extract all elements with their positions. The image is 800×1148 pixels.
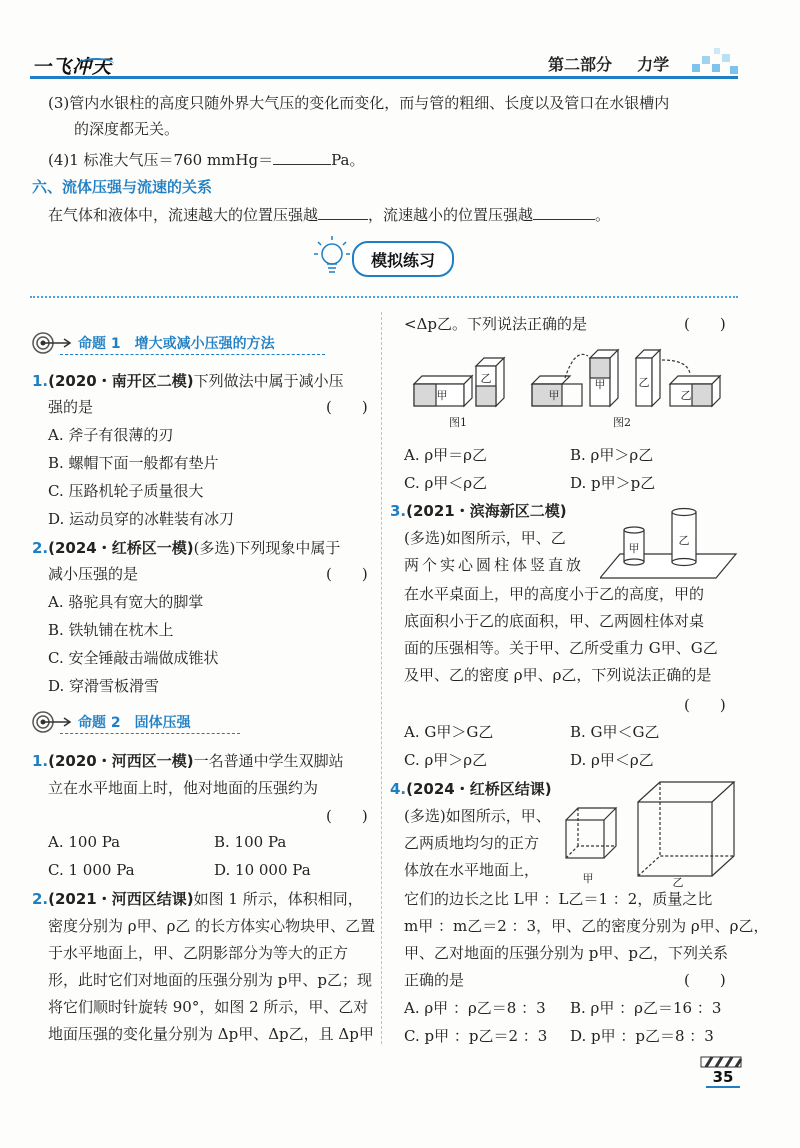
section-6-text xyxy=(48,204,610,226)
answer-blank[interactable] xyxy=(533,205,595,220)
question-number: 1. xyxy=(32,372,49,390)
answer-paren[interactable]: ( ) xyxy=(684,971,726,989)
q2-3-line-6: 及甲、乙的密度 ρ甲、ρ乙，下列说法正确的是 xyxy=(404,666,712,684)
option-c[interactable]: C. ρ甲＜ρ乙 xyxy=(404,474,488,492)
option-b[interactable]: B. G甲＜G乙 xyxy=(570,723,660,741)
banner-dotted-rule xyxy=(30,296,738,298)
page-number: 35 xyxy=(706,1068,740,1088)
q2-3-line-3: 在水平桌面上，甲的高度小于乙的高度，甲的 xyxy=(404,585,705,603)
cubes-figure xyxy=(560,776,740,888)
q2-2-line-1 xyxy=(32,888,363,910)
option-c[interactable]: C. 安全锤敲击端做成锥状 xyxy=(48,649,219,667)
column-divider xyxy=(381,312,382,1044)
answer-paren[interactable]: ( ) xyxy=(326,565,368,583)
logo: 一飞冲天 xyxy=(32,56,113,78)
q2-4-line-1: (多选)如图所示，甲、 xyxy=(404,807,551,825)
figure-label-yi: 乙 xyxy=(680,389,692,402)
figure-caption-2: 图2 xyxy=(613,416,631,429)
option-a[interactable]: A. 骆驼具有宽大的脚掌 xyxy=(48,593,204,611)
topic-2-header xyxy=(32,710,191,734)
target-icon xyxy=(32,710,72,734)
answer-paren[interactable]: ( ) xyxy=(326,398,368,416)
question-number: 2. xyxy=(32,539,49,557)
q2-4-line-7: 正确的是 xyxy=(404,971,465,989)
figure-label-yi: 乙 xyxy=(480,372,492,385)
section-6-text-a: 在气体和液体中，流速越大的位置压强越 xyxy=(48,206,319,224)
q2-3-line-1: (多选)如图所示，甲、乙 xyxy=(404,529,566,547)
option-a[interactable]: A. 100 Pa xyxy=(48,833,121,851)
answer-paren[interactable]: ( ) xyxy=(326,807,368,825)
question-source: (2024・红桥区一模) xyxy=(48,539,194,557)
q2-4-line-4: 它们的边长之比 L甲 ：L乙＝1 ：2，质量之比 xyxy=(404,890,713,908)
q2-2-line-6: 地面压强的变化量分别为 Δp甲、Δp乙，且 Δp甲 xyxy=(48,1025,374,1043)
question-number: 2. xyxy=(32,890,49,908)
question-text: 如图 1 所示，体积相同， xyxy=(193,890,363,908)
option-c[interactable]: C. 压路机轮子质量很大 xyxy=(48,482,204,500)
q1-2-line-2: 减小压强的是 xyxy=(48,565,139,583)
option-d[interactable]: D. 10 000 Pa xyxy=(214,861,311,879)
practice-banner-title: 模拟练习 xyxy=(370,250,435,270)
q2-3-line-0 xyxy=(390,500,567,522)
barrier-icon xyxy=(700,1055,742,1069)
lightbulb-icon xyxy=(312,232,354,282)
section-6-text-b: ，流速越小的位置压强越 xyxy=(368,206,534,224)
figure-label-yi: 乙 xyxy=(678,534,690,547)
header-subject: 力学 xyxy=(637,55,670,74)
question-source: (2021・河西区结课) xyxy=(48,890,194,908)
target-icon xyxy=(32,331,72,355)
answer-paren[interactable]: ( ) xyxy=(684,696,726,714)
option-b[interactable]: B. 螺帽下面一般都有垫片 xyxy=(48,454,219,472)
figure-label-jia: 甲 xyxy=(628,542,640,555)
question-text: (多选)下列现象中属于 xyxy=(193,539,341,557)
option-a[interactable]: A. ρ甲＝ρ乙 xyxy=(404,446,488,464)
question-source: (2020・河西区一模) xyxy=(48,752,194,770)
section-6-text-c: 。 xyxy=(595,206,611,224)
q2-4-line-2: 乙两质地均匀的正方 xyxy=(404,834,540,852)
figure-label-yi: 乙 xyxy=(672,876,684,888)
option-b[interactable]: B. 100 Pa xyxy=(214,833,287,851)
question-source: (2020・南开区二模) xyxy=(48,372,194,390)
section-6-title: 六、流体压强与流速的关系 xyxy=(32,178,213,196)
q2-2-continuation: <Δp乙。下列说法正确的是 xyxy=(404,315,588,333)
option-c[interactable]: C. p甲 ：p乙＝2 ：3 xyxy=(404,1027,548,1045)
option-b[interactable]: B. 铁轨铺在枕木上 xyxy=(48,621,174,639)
question-source: (2021・滨海新区二模) xyxy=(406,502,567,520)
intro-line-1: (3)管内水银柱的高度只随外界大气压的变化而变化，而与管的粗细、长度以及管口在水银槽内 xyxy=(48,94,670,112)
figure-label-yi: 乙 xyxy=(638,376,650,389)
q2-1-line-2: 立在水平地面上时，他对地面的压强约为 xyxy=(48,779,319,797)
q2-3-line-4: 底面积小于乙的底面积，甲、乙两圆柱体对桌 xyxy=(404,612,705,630)
q2-3-line-2: 两个实心圆柱体竖直放 xyxy=(404,556,585,574)
logo-swoosh xyxy=(78,58,114,70)
q2-4-line-0 xyxy=(390,778,552,800)
option-a[interactable]: A. 斧子有很薄的刃 xyxy=(48,426,174,444)
topic-2-label: 命题 2 固体压强 xyxy=(78,715,191,731)
answer-blank[interactable] xyxy=(318,205,368,220)
answer-blank[interactable] xyxy=(273,150,331,165)
cylinders-figure xyxy=(600,500,740,584)
page-number-badge xyxy=(700,1055,742,1087)
intro-line-3-unit: Pa。 xyxy=(331,151,365,169)
header-section-title xyxy=(548,52,669,75)
figure-caption-1: 图1 xyxy=(449,416,467,429)
header-pattern-icon xyxy=(690,46,740,80)
question-number: 4. xyxy=(390,780,407,798)
intro-line-3-text: (4)1 标准大气压＝760 mmHg＝ xyxy=(48,151,274,169)
q2-4-line-3: 体放在水平地面上， xyxy=(404,861,540,879)
option-d[interactable]: D. 穿滑雪板滑雪 xyxy=(48,677,160,695)
answer-paren[interactable]: ( ) xyxy=(684,315,726,333)
option-d[interactable]: D. p甲 ：p乙＝8 ：3 xyxy=(570,1027,714,1045)
option-a[interactable]: A. G甲＞G乙 xyxy=(404,723,494,741)
question-number: 1. xyxy=(32,752,49,770)
practice-banner xyxy=(352,241,454,277)
figure-label-jia: 甲 xyxy=(436,389,448,402)
q2-2-line-5: 将它们顺时针旋转 90°，如图 2 所示，甲、乙对 xyxy=(48,998,369,1016)
figure-label-jia: 甲 xyxy=(594,378,606,391)
q2-2-figure xyxy=(400,340,740,432)
q2-4-line-5: m甲 ：m乙＝2 ：3，甲、乙的密度分别为 ρ甲、ρ乙， xyxy=(404,917,769,935)
topic-1-label: 命题 1 增大或减小压强的方法 xyxy=(78,336,275,352)
question-number: 3. xyxy=(390,502,407,520)
q2-3-line-5: 面的压强相等。关于甲、乙所受重力 G甲、G乙 xyxy=(404,639,718,657)
option-d[interactable]: D. p甲＞p乙 xyxy=(570,474,656,492)
option-c[interactable]: C. ρ甲＞ρ乙 xyxy=(404,751,488,769)
q1-1-line-1 xyxy=(32,370,344,392)
q2-2-line-4: 形，此时它们对地面的压强分别为 p甲、p乙；现 xyxy=(48,971,372,989)
option-d[interactable]: D. 运动员穿的冰鞋装有冰刀 xyxy=(48,510,235,528)
q2-4-line-6: 甲、乙对地面的压强分别为 p甲、p乙，下列关系 xyxy=(404,944,728,962)
intro-line-2: 的深度都无关。 xyxy=(74,120,180,138)
option-d[interactable]: D. ρ甲＜ρ乙 xyxy=(570,751,654,769)
option-b[interactable]: B. ρ甲 ：ρ乙＝16 ：3 xyxy=(570,999,722,1017)
page-header xyxy=(0,0,800,90)
question-text: 一名普通中学生双脚站 xyxy=(193,752,344,770)
q2-2-line-3: 于水平地面上，甲、乙阴影部分为等大的正方 xyxy=(48,944,349,962)
figure-label-jia: 甲 xyxy=(582,872,594,885)
option-a[interactable]: A. ρ甲 ：ρ乙＝8 ：3 xyxy=(404,999,546,1017)
figure-label-jia: 甲 xyxy=(548,389,560,402)
question-text: 下列做法中属于减小压 xyxy=(193,372,344,390)
q2-2-line-2: 密度分别为 ρ甲、ρ乙 的长方体实心物块甲、乙置 xyxy=(48,917,376,935)
topic-1-header xyxy=(32,331,275,355)
q1-2-line-1 xyxy=(32,537,340,559)
option-b[interactable]: B. ρ甲＞ρ乙 xyxy=(570,446,654,464)
q2-1-line-1 xyxy=(32,750,344,772)
intro-line-3 xyxy=(48,149,364,171)
header-section: 第二部分 xyxy=(548,55,613,74)
option-c[interactable]: C. 1 000 Pa xyxy=(48,861,135,879)
question-source: (2024・红桥区结课) xyxy=(406,780,552,798)
q1-1-line-2: 强的是 xyxy=(48,398,94,416)
header-rule xyxy=(30,76,738,79)
